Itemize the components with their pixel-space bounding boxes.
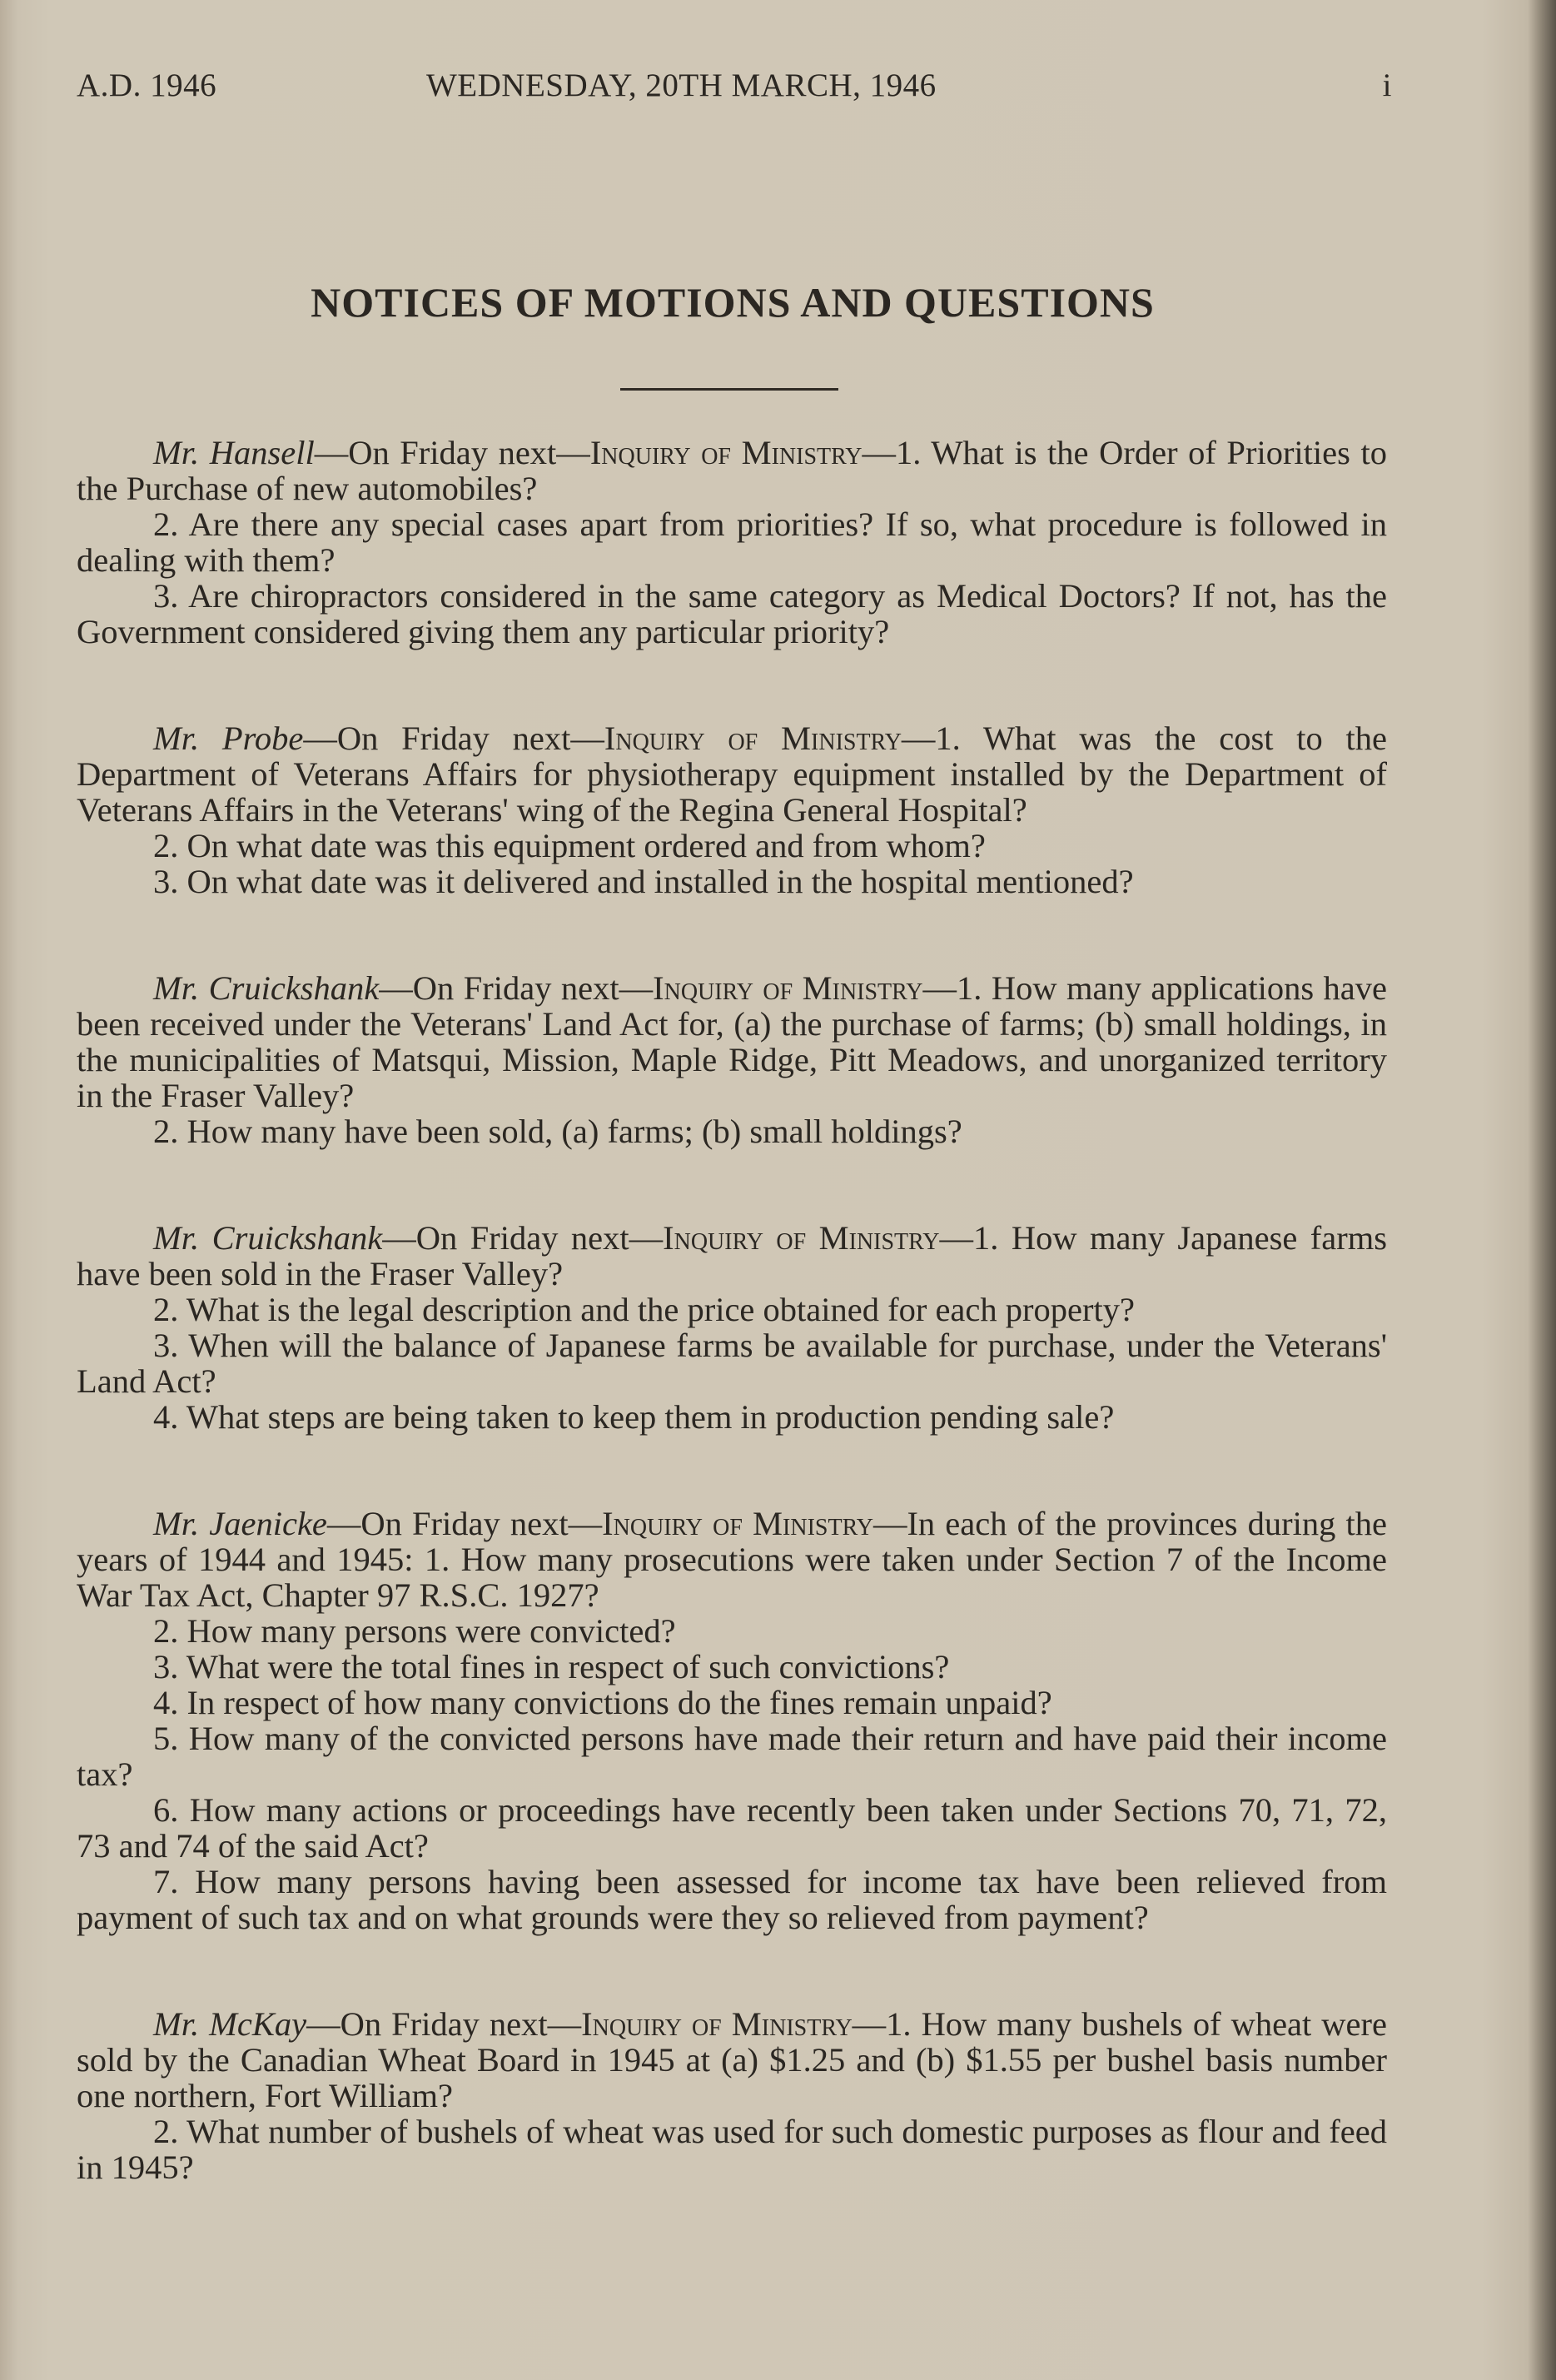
question-item: 4. What steps are being taken to keep them in production pending sale? [153, 1398, 1115, 1436]
title-divider [620, 388, 838, 391]
notice-lead-paragraph [77, 2006, 1387, 2114]
notice-intro: —On Friday next— [303, 719, 604, 757]
question-text: —1. What is the Order of Priorities to the Purchase of new automobiles? [77, 434, 1387, 507]
header-page-number: i [1382, 67, 1392, 103]
notice-lead-paragraph [77, 435, 1387, 506]
question-text: —In each of the provinces during the years of 1944 and 1945: 1. How many prosecutions were taken under Section 7 of the Income War Tax Act, Chapter 97 R.S.C. 1927? [77, 1505, 1388, 1614]
running-header [77, 67, 1392, 117]
question-item: 3. When will the balance of Japanese farms be available for purchase, under the Veterans' Land Act? [77, 1327, 1387, 1400]
inquiry-label: Inquiry of Ministry [602, 1505, 873, 1542]
question-item: 2. What is the legal description and the price obtained for each property? [153, 1291, 1135, 1328]
notice-lead-paragraph [77, 1220, 1387, 1292]
question-item: 6. How many actions or proceedings have recently been taken under Sections 70, 71, 72, 73 and 74 of the said Act? [77, 1791, 1387, 1865]
notice-intro: —On Friday next— [379, 969, 654, 1007]
question-item: 4. In respect of how many convictions do the fines remain unpaid? [153, 1684, 1052, 1721]
question-text: —1. What was the cost to the Department of Veterans Affairs for physiotherapy equipment installed by the Department of Veterans Affairs in the Veterans' wing of the Regina General Hospital? [77, 719, 1388, 829]
notice-intro: —On Friday next— [326, 1505, 603, 1542]
question-item: 2. Are there any special cases apart from priorities? If so, what procedure is followed in dealing with them? [77, 505, 1387, 579]
inquiry-label: Inquiry of Ministry [653, 969, 923, 1007]
question-item: 2. What number of bushels of wheat was used for such domestic purposes as flour and feed in 1945? [77, 2113, 1387, 2186]
header-year: A.D. 1946 [77, 67, 217, 103]
inquiry-label: Inquiry of Ministry [589, 434, 863, 471]
question-text: —1. How many applications have been received under the Veterans' Land Act for, (a) the purchase of farms; (b) small holdings, in the municipalities of Matsqui, Mission, Maple Ridge, Pitt Meadows, and unorganized territory in the Fraser Valley? [77, 969, 1387, 1114]
notice-lead-paragraph [77, 720, 1387, 828]
member-name: Mr. Probe [153, 719, 304, 757]
notice-entry-cruickshank-1 [77, 970, 1387, 1149]
question-item: 2. On what date was this equipment ordered and from whom? [153, 827, 986, 864]
question-item: 3. What were the total fines in respect of such convictions? [153, 1648, 950, 1685]
notice-entry-cruickshank-2 [77, 1220, 1387, 1435]
question-item: 3. On what date was it delivered and installed in the hospital mentioned? [153, 863, 1134, 900]
page-title: NOTICES OF MOTIONS AND QUESTIONS [311, 279, 1155, 326]
member-name: Mr. Jaenicke [153, 1505, 327, 1542]
notice-intro: —On Friday next— [306, 2005, 582, 2043]
question-item: 2. How many persons were convicted? [153, 1612, 676, 1650]
notice-intro: —On Friday next— [314, 434, 590, 471]
member-name: Mr. Cruickshank [153, 969, 380, 1007]
notice-entry-probe [77, 720, 1387, 899]
question-text: —1. How many Japanese farms have been sold in the Fraser Valley? [77, 1219, 1387, 1292]
question-item: 5. How many of the convicted persons have made their return and have paid their income tax? [77, 1720, 1387, 1793]
header-date: WEDNESDAY, 20TH MARCH, 1946 [426, 67, 937, 103]
question-item: 7. How many persons having been assessed for income tax have been relieved from payment of such tax and on what grounds were they so relieved from payment? [77, 1863, 1387, 1936]
notice-entry-jaenicke [77, 1506, 1387, 1935]
notice-entry-hansell [77, 435, 1387, 650]
notice-lead-paragraph [77, 970, 1387, 1113]
question-item: 3. Are chiropractors considered in the same category as Medical Doctors? If not, has the Government considered giving them any particular priority? [77, 577, 1387, 650]
notice-lead-paragraph [77, 1506, 1387, 1613]
member-name: Mr. Cruickshank [153, 1219, 383, 1257]
notice-entry-mckay [77, 2006, 1387, 2185]
question-text: —1. How many bushels of wheat were sold by the Canadian Wheat Board in 1945 at (a) $1.25 and (b) $1.55 per bushel basis number one northern, Fort William? [77, 2005, 1387, 2114]
question-item: 2. How many have been sold, (a) farms; (b) small holdings? [153, 1113, 962, 1150]
inquiry-label: Inquiry of Ministry [663, 1219, 940, 1257]
member-name: Mr. Hansell [153, 434, 315, 471]
inquiry-label: Inquiry of Ministry [604, 719, 902, 757]
notice-intro: —On Friday next— [382, 1219, 664, 1257]
notices-list [77, 435, 1387, 2256]
member-name: Mr. McKay [153, 2005, 307, 2043]
inquiry-label: Inquiry of Ministry [581, 2005, 853, 2043]
